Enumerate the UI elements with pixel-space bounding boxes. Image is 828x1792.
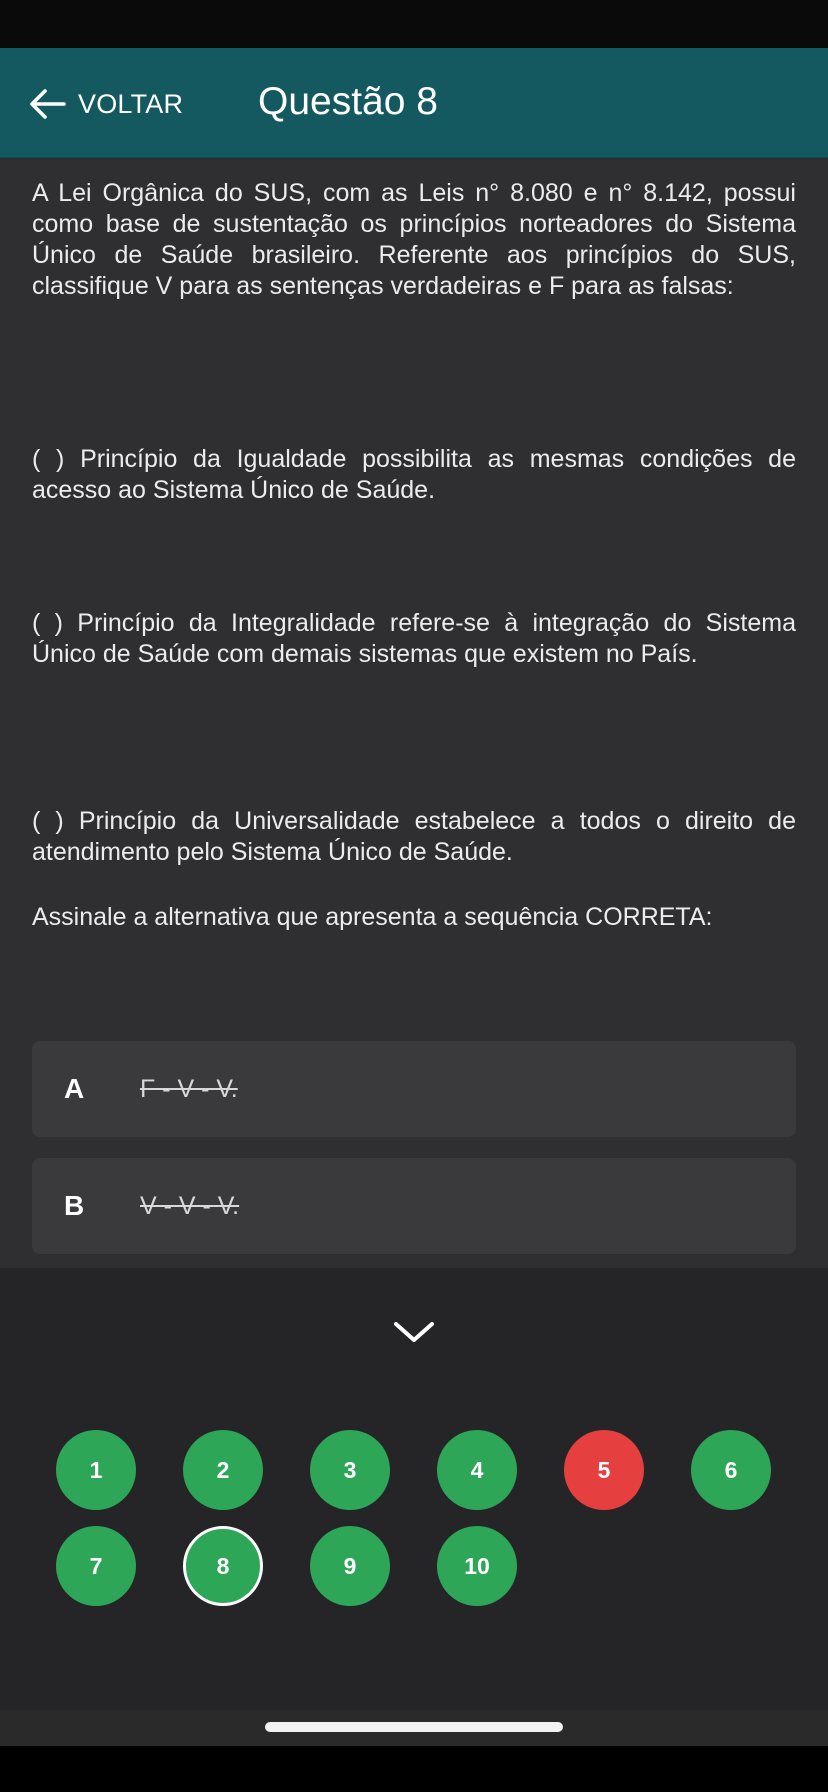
option-b[interactable] [32, 1158, 796, 1254]
option-a[interactable] [32, 1041, 796, 1137]
statement-1: ( ) Princípio da Igualdade possibilita as mesmas condições de acesso ao Sistema Único de Saúde. [32, 445, 796, 504]
page-title: Questão 8 [258, 80, 438, 123]
header [0, 48, 828, 158]
option-text: F - V - V. [140, 1074, 238, 1103]
statement-2: ( ) Princípio da Integralidade refere-se à integração do Sistema Único de Saúde com demais sistemas que existem no País. [32, 609, 796, 668]
question-button-4[interactable]: 4 [437, 1430, 517, 1510]
question-button-6[interactable]: 6 [691, 1430, 771, 1510]
statement-3: ( ) Princípio da Universalidade estabelece a todos o direito de atendimento pelo Sistema Único de Saúde. [32, 807, 796, 866]
question-text: A Lei Orgânica do SUS, com as Leis n° 8.080 e n° 8.142, possui como base de sustentação os princípios norteadores do Sistema Único de Saúde brasileiro. Referente aos princípios do SUS, classifique V para as sentenças verdadeiras e F para as falsas: [32, 179, 796, 300]
question-button-2[interactable]: 2 [183, 1430, 263, 1510]
home-indicator[interactable] [265, 1722, 563, 1732]
question-button-10[interactable]: 10 [437, 1526, 517, 1606]
option-text: V - V - V. [140, 1191, 240, 1220]
question-navigator [0, 1268, 828, 1710]
question-button-3[interactable]: 3 [310, 1430, 390, 1510]
back-label: VOLTAR [78, 88, 184, 119]
back-button[interactable] [28, 84, 183, 124]
question-content [0, 158, 828, 1268]
status-bar [0, 0, 828, 48]
instruction-text: Assinale a alternativa que apresenta a sequência CORRETA: [32, 903, 713, 931]
question-button-5[interactable]: 5 [564, 1430, 644, 1510]
question-button-8[interactable]: 8 [183, 1526, 263, 1606]
question-button-1[interactable]: 1 [56, 1430, 136, 1510]
option-letter: B [64, 1190, 85, 1221]
arrow-left-icon [28, 88, 66, 120]
system-nav-area [0, 1710, 828, 1792]
question-button-9[interactable]: 9 [310, 1526, 390, 1606]
question-button-7[interactable]: 7 [56, 1526, 136, 1606]
collapse-button[interactable] [384, 1312, 444, 1352]
chevron-down-icon [392, 1319, 436, 1345]
option-letter: A [64, 1073, 85, 1104]
